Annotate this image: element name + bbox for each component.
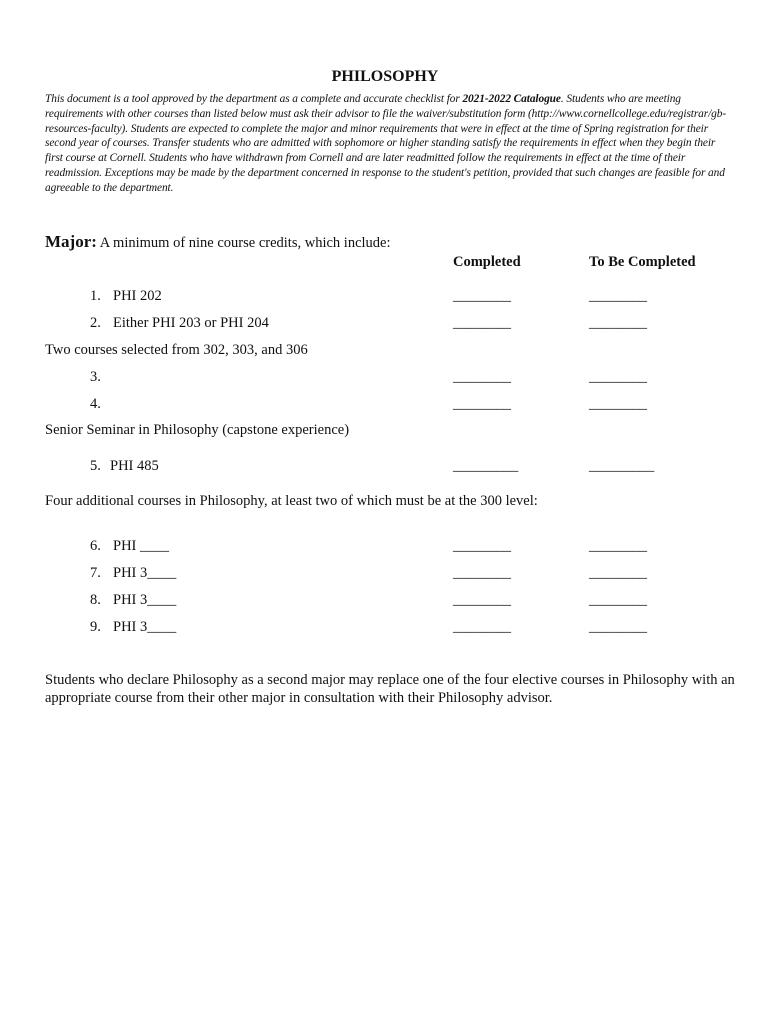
item-text-9: PHI 3____ bbox=[113, 619, 177, 635]
completed-blank-1[interactable]: ________ bbox=[453, 288, 511, 304]
item-number-4: 4. bbox=[90, 396, 101, 412]
seminar-heading: Senior Seminar in Philosophy (capstone experience) bbox=[45, 422, 350, 438]
item-number-6: 6. bbox=[90, 538, 101, 554]
completed-blank-5[interactable]: _________ bbox=[453, 458, 519, 474]
two-courses-heading: Two courses selected from 302, 303, and 306 bbox=[45, 342, 308, 358]
item-number-7: 7. bbox=[90, 565, 101, 581]
item-text-1: PHI 202 bbox=[113, 288, 162, 304]
completed-blank-7[interactable]: ________ bbox=[453, 565, 511, 581]
major-label: Major: bbox=[45, 232, 97, 251]
major-heading bbox=[45, 232, 391, 252]
to-be-completed-blank-4[interactable]: ________ bbox=[589, 396, 647, 412]
page-title: PHILOSOPHY bbox=[331, 68, 439, 85]
item-number-1: 1. bbox=[90, 288, 101, 304]
item-number-9: 9. bbox=[90, 619, 101, 635]
completed-column-header: Completed bbox=[453, 254, 521, 270]
catalogue-year: 2021-2022 Catalogue bbox=[462, 93, 561, 105]
item-number-3: 3. bbox=[90, 369, 101, 385]
closing-paragraph: Students who declare Philosophy as a second major may replace one of the four elective courses in Philosophy with an appropriate course from their other major in consultation with their Philosophy advisor. bbox=[45, 672, 735, 706]
item-number-8: 8. bbox=[90, 592, 101, 608]
to-be-completed-column-header: To Be Completed bbox=[589, 254, 696, 270]
to-be-completed-blank-6[interactable]: ________ bbox=[589, 538, 647, 554]
completed-blank-8[interactable]: ________ bbox=[453, 592, 511, 608]
completed-blank-3[interactable]: ________ bbox=[453, 369, 511, 385]
item-text-8: PHI 3____ bbox=[113, 592, 177, 608]
intro-paragraph bbox=[45, 92, 727, 196]
item-text-7: PHI 3____ bbox=[113, 565, 177, 581]
completed-blank-6[interactable]: ________ bbox=[453, 538, 511, 554]
to-be-completed-blank-2[interactable]: ________ bbox=[589, 315, 647, 331]
to-be-completed-blank-3[interactable]: ________ bbox=[589, 369, 647, 385]
to-be-completed-blank-8[interactable]: ________ bbox=[589, 592, 647, 608]
item-number-5: 5. bbox=[90, 458, 101, 474]
item-text-5: PHI 485 bbox=[110, 458, 159, 474]
intro-text-start: This document is a tool approved by the department as a complete and accurate checklist for bbox=[45, 93, 463, 105]
completed-blank-2[interactable]: ________ bbox=[453, 315, 511, 331]
item-number-2: 2. bbox=[90, 315, 101, 331]
item-text-2: Either PHI 203 or PHI 204 bbox=[113, 315, 269, 331]
intro-text-rest: . Students who are meeting requirements with other courses than listed below must ask their advisor to file the waiver/substitution form (http://www.cornellcollege.edu/registrar/gb-resources-faculty). Students are expected to complete the major and minor requirements that were in effect at the time of Spring registration for their second year of courses. Transfer students who are admitted with sophomore or higher standing satisfy the requirements in effect when they begin their first course at Cornell. Students who have withdrawn from Cornell and are later readmitted follow the requirements in effect at the time of their readmission. Exceptions may be made by the department concerned in response to the student's petition, provided that such changes are feasible for and agreeable to the department. bbox=[45, 93, 727, 194]
to-be-completed-blank-1[interactable]: ________ bbox=[589, 288, 647, 304]
to-be-completed-blank-9[interactable]: ________ bbox=[589, 619, 647, 635]
to-be-completed-blank-7[interactable]: ________ bbox=[589, 565, 647, 581]
four-additional-heading: Four additional courses in Philosophy, at least two of which must be at the 300 level: bbox=[45, 493, 538, 509]
major-description: A minimum of nine course credits, which include: bbox=[99, 235, 391, 251]
completed-blank-4[interactable]: ________ bbox=[453, 396, 511, 412]
item-text-6: PHI ____ bbox=[113, 538, 169, 554]
to-be-completed-blank-5[interactable]: _________ bbox=[589, 458, 655, 474]
completed-blank-9[interactable]: ________ bbox=[453, 619, 511, 635]
